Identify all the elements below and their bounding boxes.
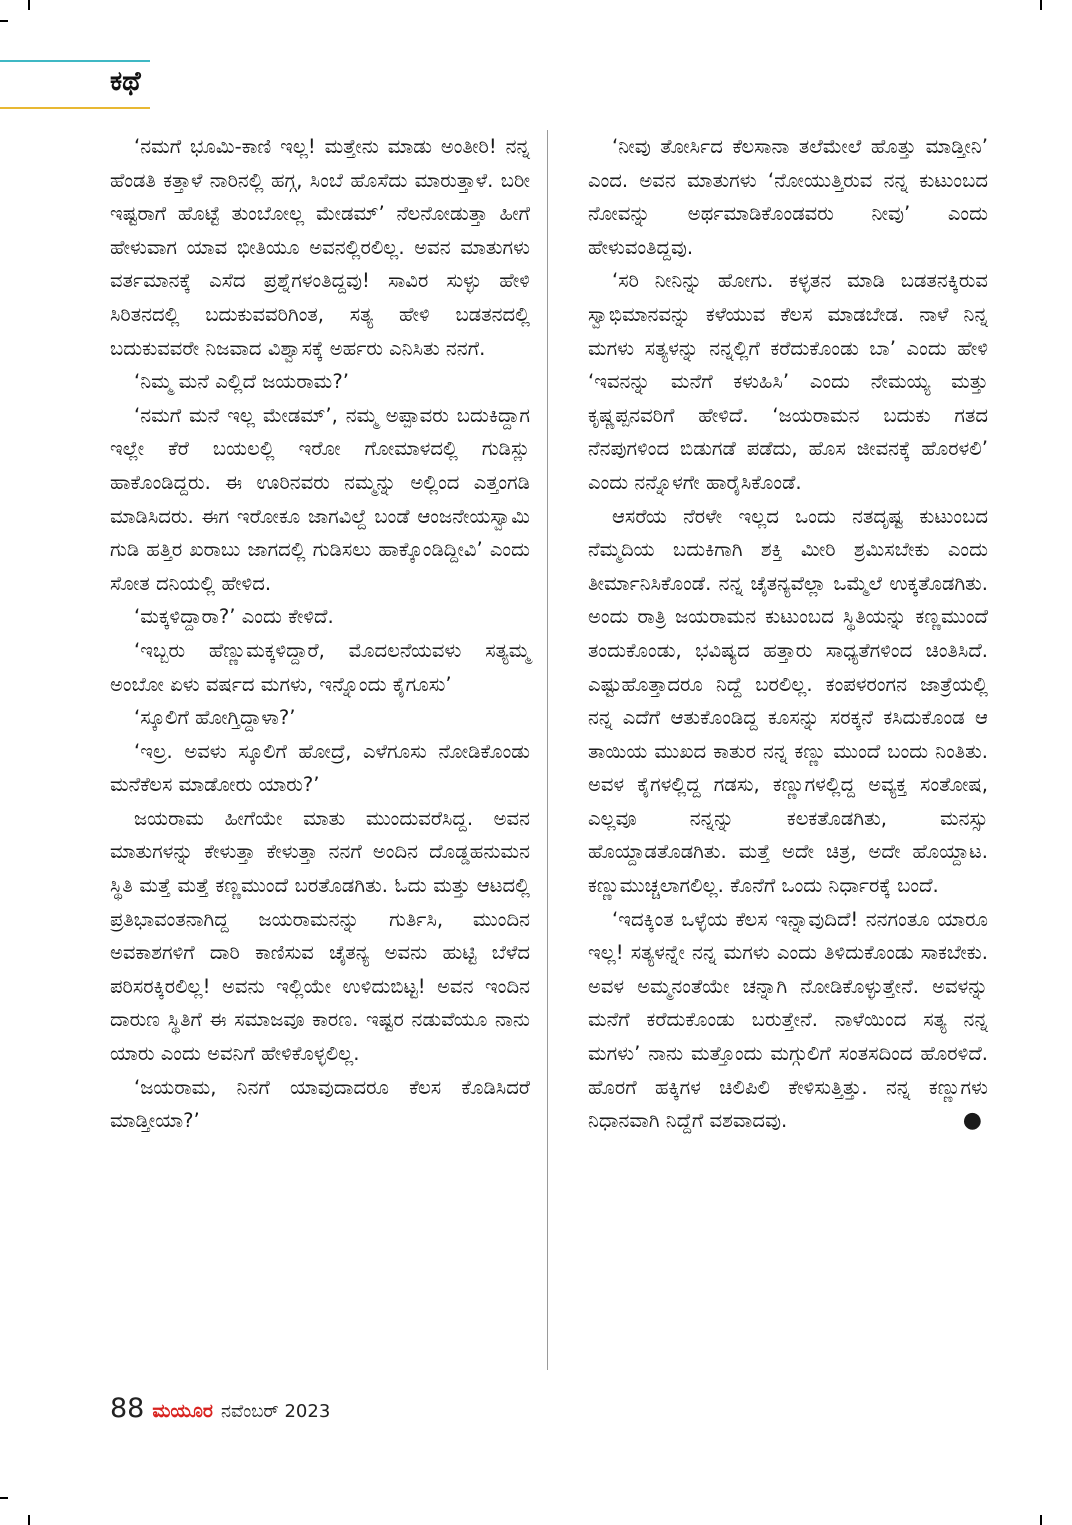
magazine-logo: ಮಯೂರ	[152, 1400, 213, 1422]
end-mark-icon: ●	[962, 1108, 982, 1134]
paragraph: ‘ಸ್ಕೂಲಿಗೆ ಹೋಗ್ತಿದ್ದಾಳಾ?’	[134, 706, 296, 730]
crop-mark	[0, 1497, 8, 1499]
paragraph: ‘ನಮಗೆ ಮನೆ ಇಲ್ಲ ಮೇಡಮ್’, ನಮ್ಮ ಅಪ್ಪಾವರು ಬದುಕಿದ್ದಾಗ ಇಲ್ಲೇ ಕೆರೆ ಬಯಲಲ್ಲಿ ಇರೋ ಗೋಮಾಳದಲ್ಲಿ ಗುಡಿಸ್ಲು ಹಾಕೊಂಡಿದ್ದರು. ಈ ಊರಿನವರು ನಮ್ಮನ್ನು ಅಲ್ಲಿಂದ ಎತ್ತಂಗಡಿ ಮಾಡಿಸಿದರು. ಈಗ ಇರೋಕೂ ಜಾಗವಿಲ್ದೆ ಬಂಡೆ ಆಂಜನೇಯಸ್ವಾಮಿ ಗುಡಿ ಹತ್ತಿರ ಖರಾಬು ಜಾಗದಲ್ಲಿ ಗುಡಿಸಲು ಹಾಕ್ಕೊಂಡಿದ್ದೀವಿ’ ಎಂದು ಸೋತ ದನಿಯಲ್ಲಿ ಹೇಳಿದ.	[110, 403, 530, 595]
paragraph	[588, 903, 988, 1138]
right-column	[588, 130, 988, 1138]
header-rule-gold	[0, 107, 150, 109]
header-rule-teal	[0, 60, 150, 62]
paragraph: ‘ಮಕ್ಕಳಿದ್ದಾರಾ?’ ಎಂದು ಕೇಳಿದೆ.	[134, 605, 334, 629]
left-column	[110, 130, 530, 1138]
paragraph: ‘ಇಲ್ರ. ಅವಳು ಸ್ಕೂಲಿಗೆ ಹೋದ್ರೆ, ಎಳೆಗೂಸು ನೋಡಿಕೊಂಡು ಮನೆಕೆಲಸ ಮಾಡೋರು ಯಾರು?’	[110, 739, 530, 797]
page-footer	[110, 1393, 330, 1424]
paragraph: ‘ನಮಗೆ ಭೂಮಿ-ಕಾಣಿ ಇಲ್ಲ! ಮತ್ತೇನು ಮಾಡು ಅಂತೀರಿ! ನನ್ನ ಹೆಂಡತಿ ಕತ್ತಾಳೆ ನಾರಿನಲ್ಲಿ ಹಗ್ಗ, ಸಿಂಬೆ ಹೊಸೆದು ಮಾರುತ್ತಾಳೆ. ಬರೀ ಇಷ್ಟರಾಗೆ ಹೊಟ್ಟೆ ತುಂಬೋಲ್ಲ ಮೇಡಮ್’ ನೆಲನೋಡುತ್ತಾ ಹೀಗೆ ಹೇಳುವಾಗ ಯಾವ ಭೀತಿಯೂ ಅವನಲ್ಲಿರಲಿಲ್ಲ. ಅವನ ಮಾತುಗಳು ವರ್ತಮಾನಕ್ಕೆ ಎಸೆದ ಪ್ರಶ್ನೆಗಳಂತಿದ್ದವು! ಸಾವಿರ ಸುಳ್ಳು ಹೇಳಿ ಸಿರಿತನದಲ್ಲಿ ಬದುಕುವವರಿಗಿಂತ, ಸತ್ಯ ಹೇಳಿ ಬಡತನದಲ್ಲಿ ಬದುಕುವವರೇ ನಿಜವಾದ ವಿಶ್ವಾಸಕ್ಕೆ ಅರ್ಹರು ಎನಿಸಿತು ನನಗೆ.	[110, 135, 530, 360]
paragraph: ‘ನೀವು ತೋರ್ಸಿದ ಕೆಲಸಾನಾ ತಲೆಮೇಲೆ ಹೊತ್ತು ಮಾಡ್ತೀನಿ’ ಎಂದ. ಅವನ ಮಾತುಗಳು ‘ನೋಯುತ್ತಿರುವ ನನ್ನ ಕುಟುಂಬದ ನೋವನ್ನು ಅರ್ಥಮಾಡಿಕೊಂಡವರು ನೀವು’ ಎಂದು ಹೇಳುವಂತಿದ್ದವು.	[588, 135, 988, 259]
column-divider	[547, 130, 548, 1370]
crop-mark	[0, 20, 8, 22]
section-title: ಕಥೆ	[110, 66, 141, 97]
crop-mark	[28, 0, 30, 10]
paragraph: ‘ಜಯರಾಮ, ನಿನಗೆ ಯಾವುದಾದರೂ ಕೆಲಸ ಕೊಡಿಸಿದರೆ ಮಾಡ್ತೀಯಾ?’	[110, 1075, 530, 1133]
paragraph: ಜಯರಾಮ ಹೀಗೆಯೇ ಮಾತು ಮುಂದುವರೆಸಿದ್ದ. ಅವನ ಮಾತುಗಳನ್ನು ಕೇಳುತ್ತಾ ಕೇಳುತ್ತಾ ನನಗೆ ಅಂದಿನ ದೊಡ್ಡಹನುಮನ ಸ್ಥಿತಿ ಮತ್ತೆ ಮತ್ತೆ ಕಣ್ಣಮುಂದೆ ಬರತೊಡಗಿತು. ಓದು ಮತ್ತು ಆಟದಲ್ಲಿ ಪ್ರತಿಭಾವಂತನಾಗಿದ್ದ ಜಯರಾಮನನ್ನು ಗುರ್ತಿಸಿ, ಮುಂದಿನ ಅವಕಾಶಗಳಿಗೆ ದಾರಿ ಕಾಣಿಸುವ ಚೈತನ್ಯ ಅವನು ಹುಟ್ಟಿ ಬೆಳೆದ ಪರಿಸರಕ್ಕಿರಲಿಲ್ಲ! ಅವನು ಇಲ್ಲಿಯೇ ಉಳಿದುಬಿಟ್ಟ! ಅವನ ಇಂದಿನ ದಾರುಣ ಸ್ಥಿತಿಗೆ ಈ ಸಮಾಜವೂ ಕಾರಣ. ಇಷ್ಟರ ನಡುವೆಯೂ ನಾನು ಯಾರು ಎಂದು ಅವನಿಗೆ ಹೇಳಿಕೊಳ್ಳಲಿಲ್ಲ.	[110, 806, 530, 1066]
paragraph-text: ‘ಇದಕ್ಕಿಂತ ಒಳ್ಳೆಯ ಕೆಲಸ ಇನ್ನಾವುದಿದೆ! ನನಗಂತೂ ಯಾರೂ ಇಲ್ಲ! ಸತ್ಯಳನ್ನೇ ನನ್ನ ಮಗಳು ಎಂದು ತಿಳಿದುಕೊಂಡು ಸಾಕಬೇಕು. ಅವಳ ಅಮ್ಮನಂತೆಯೇ ಚನ್ನಾಗಿ ನೋಡಿಕೊಳ್ಳುತ್ತೇನೆ. ಅವಳನ್ನು ಮನೆಗೆ ಕರೆದುಕೊಂಡು ಬರುತ್ತೇನೆ. ನಾಳೆಯಿಂದ ಸತ್ಯ ನನ್ನ ಮಗಳು’ ನಾನು ಮತ್ತೊಂದು ಮಗ್ಗುಲಿಗೆ ಸಂತಸದಿಂದ ಹೊರಳಿದೆ. ಹೊರಗೆ ಹಕ್ಕಿಗಳ ಚಿಲಿಪಿಲಿ ಕೇಳಿಸುತ್ತಿತ್ತು. ನನ್ನ ಕಣ್ಣುಗಳು ನಿಧಾನವಾಗಿ ನಿದ್ದೆಗೆ ವಶವಾದವು.	[588, 907, 988, 1133]
crop-mark	[28, 1515, 30, 1525]
paragraph: ‘ಇಬ್ಬರು ಹೆಣ್ಣುಮಕ್ಕಳಿದ್ದಾರೆ, ಮೊದಲನೆಯವಳು ಸತ್ಯಮ್ಮ ಅಂಬೋ ಏಳು ವರ್ಷದ ಮಗಳು, ಇನ್ನೊಂದು ಕೈಗೂಸು’	[110, 638, 530, 696]
crop-mark	[1040, 0, 1042, 10]
page-number: 88	[110, 1393, 145, 1424]
issue-date: ನವೆಂಬರ್ 2023	[220, 1401, 331, 1422]
paragraph: ‘ನಿಮ್ಮ ಮನೆ ಎಲ್ಲಿದೆ ಜಯರಾಮ?’	[134, 370, 349, 394]
crop-mark	[1040, 1515, 1042, 1525]
paragraph: ಆಸರೆಯ ನೆರಳೇ ಇಲ್ಲದ ಒಂದು ನತದೃಷ್ಟ ಕುಟುಂಬದ ನೆಮ್ಮದಿಯ ಬದುಕಿಗಾಗಿ ಶಕ್ತಿ ಮೀರಿ ಶ್ರಮಿಸಬೇಕು ಎಂದು ತೀರ್ಮಾನಿಸಿಕೊಂಡೆ. ನನ್ನ ಚೈತನ್ಯವೆಲ್ಲಾ ಒಮ್ಮೆಲೆ ಉಕ್ಕತೊಡಗಿತು. ಅಂದು ರಾತ್ರಿ ಜಯರಾಮನ ಕುಟುಂಬದ ಸ್ಥಿತಿಯನ್ನು ಕಣ್ಣಮುಂದೆ ತಂದುಕೊಂಡು, ಭವಿಷ್ಯದ ಹತ್ತಾರು ಸಾಧ್ಯತೆಗಳಿಂದ ಚಿಂತಿಸಿದೆ. ಎಷ್ಟುಹೊತ್ತಾದರೂ ನಿದ್ದೆ ಬರಲಿಲ್ಲ. ಕಂಪಳರಂಗನ ಜಾತ್ರೆಯಲ್ಲಿ ನನ್ನ ಎದೆಗೆ ಆತುಕೊಂಡಿದ್ದ ಕೂಸನ್ನು ಸರಕ್ಕನೆ ಕಸಿದುಕೊಂಡ ಆ ತಾಯಿಯ ಮುಖದ ಕಾತುರ ನನ್ನ ಕಣ್ಣು ಮುಂದೆ ಬಂದು ನಿಂತಿತು. ಅವಳ ಕೈಗಳಲ್ಲಿದ್ದ ಗಡಸು, ಕಣ್ಣುಗಳಲ್ಲಿದ್ದ ಅವ್ಯಕ್ತ ಸಂತೋಷ, ಎಲ್ಲವೂ ನನ್ನನ್ನು ಕಲಕತೊಡಗಿತು, ಮನಸ್ಸು ಹೊಯ್ದಾಡತೊಡಗಿತು. ಮತ್ತೆ ಅದೇ ಚಿತ್ರ, ಅದೇ ಹೊಯ್ದಾಟ. ಕಣ್ಣುಮುಚ್ಚಲಾಗಲಿಲ್ಲ. ಕೊನೆಗೆ ಒಂದು ನಿರ್ಧಾರಕ್ಕೆ ಬಂದೆ.	[588, 504, 988, 898]
paragraph: ‘ಸರಿ ನೀನಿನ್ನು ಹೋಗು. ಕಳ್ಳತನ ಮಾಡಿ ಬಡತನಕ್ಕಿರುವ ಸ್ವಾಭಿಮಾನವನ್ನು ಕಳೆಯುವ ಕೆಲಸ ಮಾಡಬೇಡ. ನಾಳೆ ನಿನ್ನ ಮಗಳು ಸತ್ಯಳನ್ನು ನನ್ನಲ್ಲಿಗೆ ಕರೆದುಕೊಂಡು ಬಾ’ ಎಂದು ಹೇಳಿ ‘ಇವನನ್ನು ಮನೆಗೆ ಕಳುಹಿಸಿ’ ಎಂದು ನೇಮಯ್ಯ ಮತ್ತು ಕೃಷ್ಣಪ್ಪನವರಿಗೆ ಹೇಳಿದೆ. ‘ಜಯರಾಮನ ಬದುಕು ಗತದ ನೆನಪುಗಳಿಂದ ಬಿಡುಗಡೆ ಪಡೆದು, ಹೊಸ ಜೀವನಕ್ಕೆ ಹೊರಳಲಿ’ ಎಂದು ನನ್ನೊಳಗೇ ಹಾರೈಸಿಕೊಂಡೆ.	[588, 269, 988, 494]
